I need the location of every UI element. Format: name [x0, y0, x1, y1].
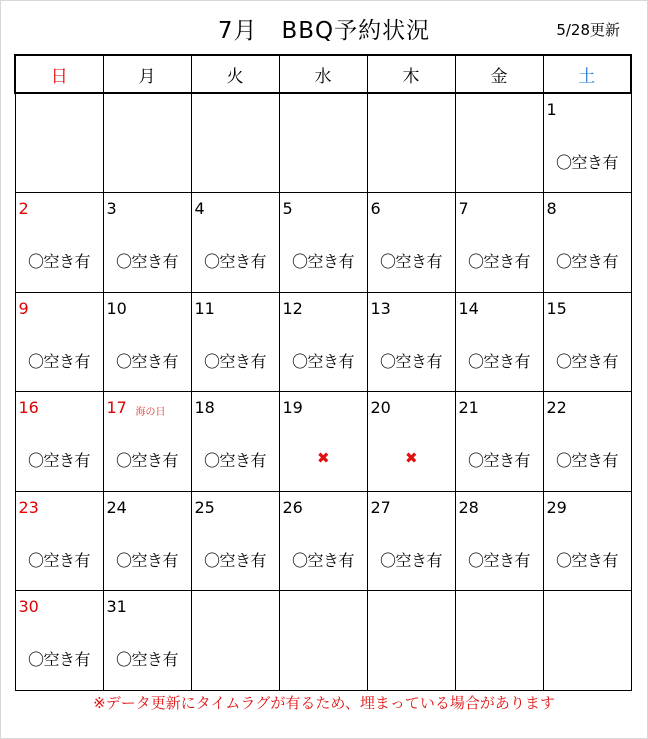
day-number: 11 — [194, 298, 215, 318]
week-row — [15, 93, 631, 193]
calendar-day-cell[interactable] — [15, 193, 103, 293]
calendar-day-cell[interactable] — [455, 292, 543, 392]
calendar-day-cell[interactable] — [279, 193, 367, 293]
status-wrapper — [280, 349, 367, 372]
availability-status: 〇空き有 — [555, 153, 618, 172]
weekday-mon: 月 — [103, 55, 191, 93]
status-wrapper — [16, 448, 103, 471]
availability-status: 〇空き有 — [27, 550, 90, 570]
status-wrapper — [544, 448, 631, 471]
day-number: 26 — [282, 497, 303, 517]
day-number: 13 — [370, 298, 391, 318]
availability-status: 〇空き有 — [203, 550, 266, 570]
day-number: 25 — [194, 497, 215, 517]
availability-status: 〇空き有 — [27, 252, 90, 271]
updated-date: 5/28更新 — [556, 21, 620, 39]
status-wrapper — [544, 548, 631, 571]
availability-status: 〇空き有 — [379, 351, 442, 371]
day-number: 17 — [106, 398, 127, 417]
calendar-day-cell[interactable] — [103, 193, 191, 293]
availability-status: 〇空き有 — [115, 351, 178, 371]
fully-booked-icon: ✖ — [316, 449, 330, 467]
calendar-empty-cell — [279, 93, 367, 193]
availability-status: 〇空き有 — [291, 351, 354, 371]
status-wrapper — [368, 448, 455, 467]
calendar-empty-cell — [15, 93, 103, 193]
calendar-day-cell[interactable] — [455, 193, 543, 293]
status-wrapper — [456, 249, 543, 272]
calendar-empty-cell — [367, 591, 455, 691]
calendar-empty-cell — [191, 591, 279, 691]
weekday-sun: 日 — [15, 55, 103, 93]
status-wrapper — [104, 548, 191, 571]
calendar-day-cell[interactable] — [103, 292, 191, 392]
status-wrapper — [16, 647, 103, 670]
week-row — [15, 292, 631, 392]
calendar-empty-cell — [455, 591, 543, 691]
availability-status: 〇空き有 — [555, 351, 618, 371]
status-wrapper — [16, 349, 103, 372]
day-number: 28 — [458, 497, 479, 517]
status-wrapper — [368, 249, 455, 272]
day-number: 7 — [458, 199, 469, 218]
calendar-day-cell[interactable] — [543, 392, 631, 492]
calendar-day-cell[interactable] — [103, 591, 191, 691]
status-wrapper — [104, 349, 191, 372]
availability-status: 〇空き有 — [467, 550, 530, 570]
day-number: 21 — [458, 398, 479, 417]
calendar-day-cell[interactable] — [191, 292, 279, 392]
availability-status: 〇空き有 — [379, 252, 442, 271]
status-wrapper — [104, 448, 191, 471]
availability-status: 〇空き有 — [379, 550, 442, 570]
day-number: 19 — [282, 398, 303, 417]
weekday-wed: 水 — [279, 55, 367, 93]
calendar-day-cell[interactable] — [367, 491, 455, 591]
calendar-empty-cell — [367, 93, 455, 193]
day-number: 22 — [546, 398, 567, 417]
day-number: 1 — [546, 100, 557, 119]
calendar-day-cell[interactable] — [15, 591, 103, 691]
calendar-day-cell[interactable] — [279, 491, 367, 591]
status-wrapper — [456, 448, 543, 471]
status-wrapper — [104, 647, 191, 670]
fully-booked-icon: ✖ — [404, 449, 418, 467]
calendar-day-cell[interactable] — [15, 392, 103, 492]
day-number: 8 — [546, 199, 557, 218]
week-row — [15, 591, 631, 691]
day-number: 5 — [282, 199, 293, 218]
calendar-day-cell[interactable] — [543, 292, 631, 392]
page-title: 7月 BBQ予約状況 — [217, 18, 431, 44]
calendar-day-cell[interactable] — [103, 491, 191, 591]
availability-status: 〇空き有 — [467, 252, 530, 271]
calendar-grid — [14, 54, 632, 691]
day-number: 2 — [18, 199, 29, 218]
day-number: 27 — [370, 497, 391, 517]
status-wrapper — [16, 548, 103, 571]
day-number: 16 — [18, 398, 39, 417]
day-number: 12 — [282, 298, 303, 318]
availability-status: 〇空き有 — [27, 451, 90, 470]
availability-status: 〇空き有 — [27, 351, 90, 371]
availability-status: 〇空き有 — [115, 550, 178, 570]
calendar-day-cell[interactable] — [543, 193, 631, 293]
day-number: 15 — [546, 298, 567, 318]
week-row — [15, 392, 631, 492]
day-number: 29 — [546, 497, 567, 517]
availability-status: 〇空き有 — [27, 650, 90, 669]
status-wrapper — [16, 249, 103, 272]
availability-status: 〇空き有 — [467, 351, 530, 371]
status-wrapper — [368, 349, 455, 372]
availability-status: 〇空き有 — [115, 451, 178, 470]
availability-status: 〇空き有 — [467, 451, 530, 470]
calendar-empty-cell — [191, 93, 279, 193]
calendar-empty-cell — [455, 93, 543, 193]
calendar-day-cell[interactable] — [15, 292, 103, 392]
status-wrapper — [104, 249, 191, 272]
day-number: 4 — [194, 199, 205, 218]
status-wrapper — [192, 349, 279, 372]
calendar-day-cell[interactable] — [191, 392, 279, 492]
status-wrapper — [544, 249, 631, 272]
holiday-label: 海の日 — [135, 407, 166, 418]
availability-status: 〇空き有 — [291, 550, 354, 570]
weekday-header-row — [15, 55, 631, 93]
status-wrapper — [544, 349, 631, 372]
availability-status: 〇空き有 — [203, 351, 266, 371]
calendar-day-cell[interactable] — [367, 292, 455, 392]
calendar-day-cell[interactable] — [367, 392, 455, 492]
calendar-day-cell[interactable] — [103, 392, 191, 492]
status-wrapper — [368, 548, 455, 571]
day-number: 31 — [106, 597, 127, 616]
status-wrapper — [192, 548, 279, 571]
calendar-day-cell[interactable] — [15, 491, 103, 591]
status-wrapper — [192, 448, 279, 471]
disclaimer-note: ※データ更新にタイムラグが有るため、埋まっている場合があります — [93, 694, 555, 712]
availability-status: 〇空き有 — [555, 550, 618, 570]
day-number: 30 — [18, 597, 39, 616]
week-row — [15, 193, 631, 293]
calendar-day-cell[interactable] — [455, 392, 543, 492]
calendar-day-cell[interactable] — [279, 392, 367, 492]
weekday-tue: 火 — [191, 55, 279, 93]
day-number: 6 — [370, 199, 381, 218]
calendar-empty-cell — [103, 93, 191, 193]
availability-status: 〇空き有 — [555, 252, 618, 271]
availability-status: 〇空き有 — [115, 650, 178, 669]
calendar-empty-cell — [543, 591, 631, 691]
calendar-day-cell[interactable] — [455, 491, 543, 591]
day-number: 20 — [370, 398, 391, 417]
weekday-fri: 金 — [455, 55, 543, 93]
calendar-day-cell[interactable] — [191, 193, 279, 293]
status-wrapper — [544, 150, 631, 173]
calendar-day-cell[interactable] — [367, 193, 455, 293]
status-wrapper — [280, 448, 367, 467]
calendar-day-cell[interactable] — [543, 491, 631, 591]
availability-status: 〇空き有 — [115, 252, 178, 271]
availability-status: 〇空き有 — [555, 451, 618, 470]
day-number: 9 — [18, 298, 29, 318]
availability-status: 〇空き有 — [291, 252, 354, 271]
calendar-day-cell[interactable] — [191, 491, 279, 591]
day-number: 14 — [458, 298, 479, 318]
status-wrapper — [456, 349, 543, 372]
day-number: 10 — [106, 298, 127, 318]
status-wrapper — [192, 249, 279, 272]
calendar-day-cell[interactable] — [543, 93, 631, 193]
status-wrapper — [280, 548, 367, 571]
status-wrapper — [280, 249, 367, 272]
availability-status: 〇空き有 — [203, 252, 266, 271]
day-number: 23 — [18, 497, 39, 517]
day-number: 18 — [194, 398, 215, 417]
calendar-empty-cell — [279, 591, 367, 691]
weekday-sat: 土 — [543, 55, 631, 93]
day-number: 3 — [106, 199, 117, 218]
day-number: 24 — [106, 497, 127, 517]
status-wrapper — [456, 548, 543, 571]
week-row — [15, 491, 631, 591]
calendar-day-cell[interactable] — [279, 292, 367, 392]
weekday-thu: 木 — [367, 55, 455, 93]
availability-status: 〇空き有 — [203, 451, 266, 470]
